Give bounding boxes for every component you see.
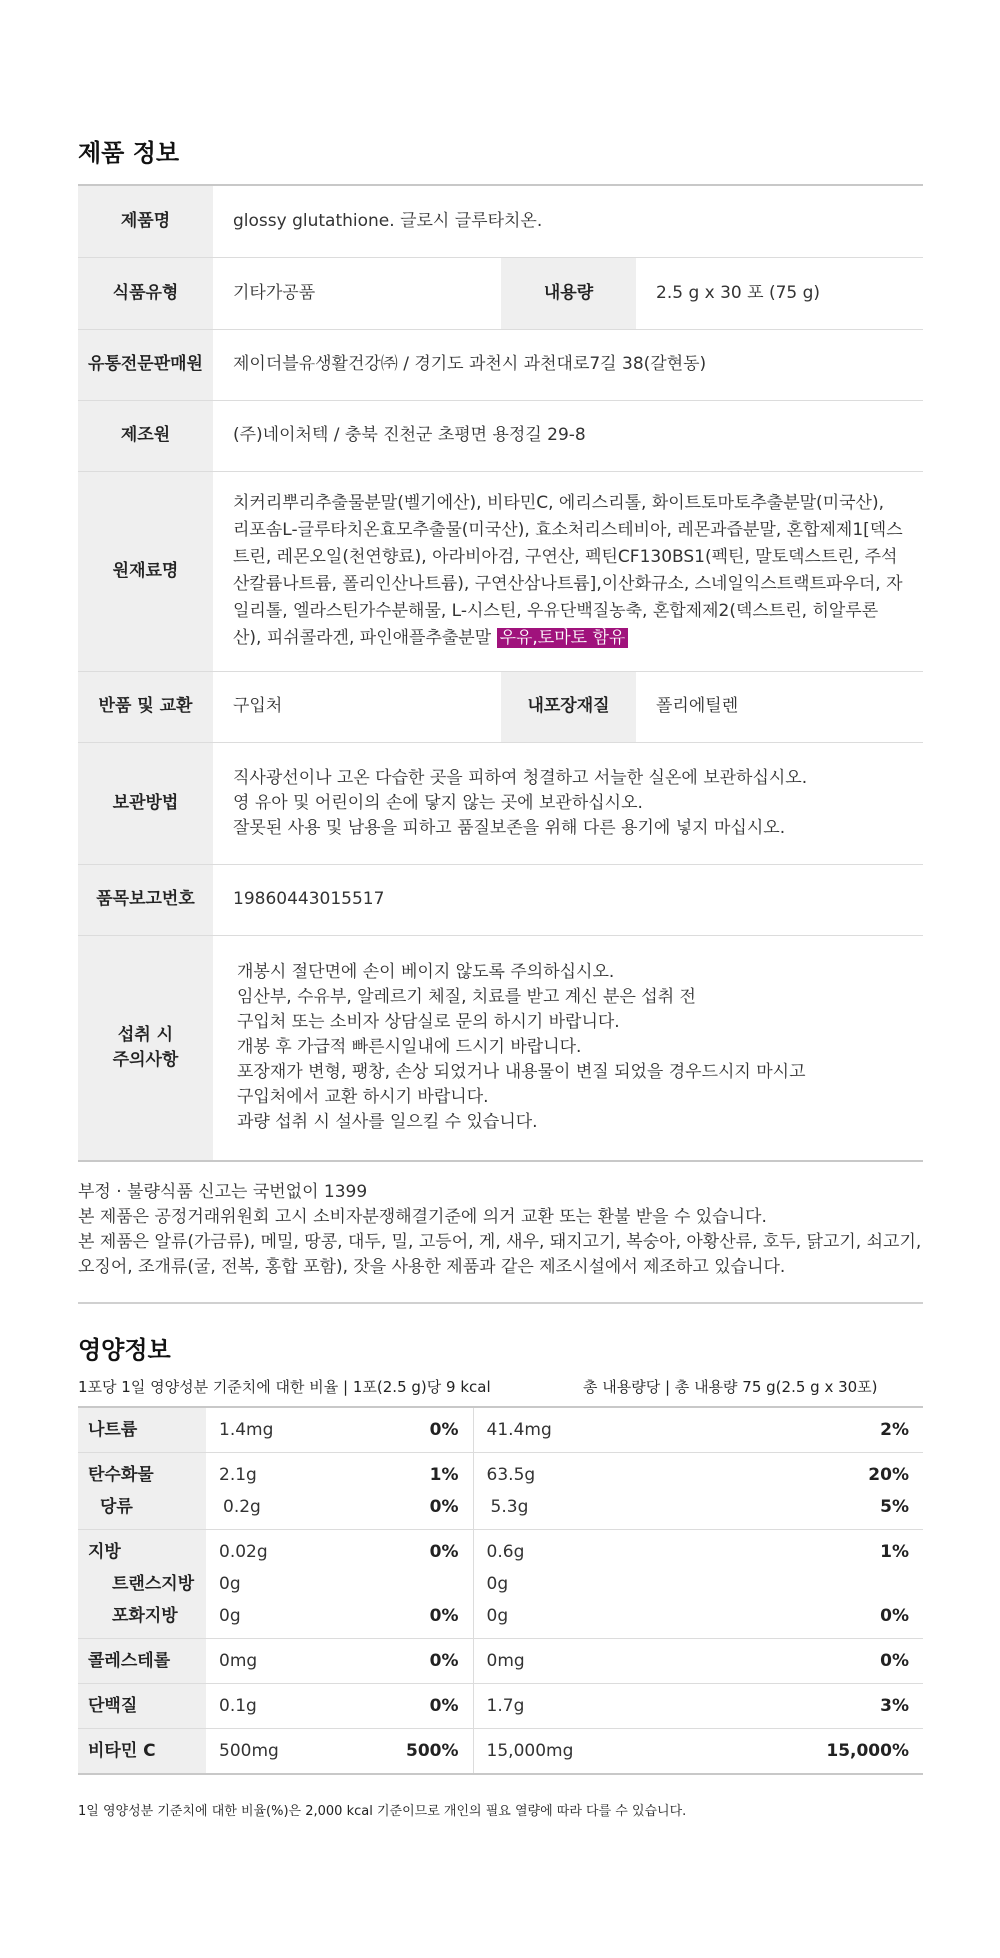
caution-line: 과량 섭취 시 설사를 일으킬 수 있습니다. [237, 1112, 538, 1133]
nutrient-value-sub: 0g [219, 1606, 241, 1626]
nutrition-total-caption: 총 내용량당 | 총 내용량 75 g(2.5 g x 30포) [583, 1378, 878, 1396]
nutrient-total-percent-sub [733, 1568, 909, 1600]
ingredients-text: 치커리뿌리추출물분말(벨기에산), 비타민C, 에리스리톨, 화이트토마토추출분말(미국산), 리포솜L-글루타치온효모추출물(미국산), 효소처리스테비아, 레몬과즙분말, 혼합제제1[덱스트린, 레몬오일(천연향료), 아라비아검, 구연산, 펙틴CF130BS1(펙틴, 말토덱스트린, 주석산칼륨나트륨, 폴리인산나트륨), 구연산삼나트륨],이산화규소, 스네일익스트랙트파우더, 자일리톨, 엘라스틴가수분해물, L-시스틴, 우유단백질농축, 혼합제제2(덱스트린, 히알루론산), 피쉬콜라겐, 파인애플추출분말 [233, 493, 903, 648]
nutrient-label-sub: 트랜스지방 [112, 1574, 195, 1594]
row-report-number [78, 864, 923, 935]
nutrient-label: 콜레스테롤 [78, 1639, 206, 1684]
nutrient-total-value [473, 1530, 733, 1639]
nutrient-label: 단백질 [78, 1684, 206, 1729]
nutrient-percent [406, 1453, 473, 1530]
nutrient-value: 0.1g [206, 1684, 406, 1729]
caution-line: 포장재가 변형, 팽창, 손상 되었거나 내용물이 변질 되었을 경우드시지 마시고 [237, 1062, 806, 1083]
row-caution [78, 935, 923, 1161]
divider [78, 1302, 923, 1304]
label-manufacturer: 제조원 [78, 400, 213, 471]
nutrient-value-main: 0.02g [219, 1542, 268, 1562]
value-food-type: 기타가공품 [213, 257, 501, 329]
nutrient-total-percent [733, 1453, 923, 1530]
notice-line: 본 제품은 알류(가금류), 메밀, 땅콩, 대두, 밀, 고등어, 게, 새우, 돼지고기, 복숭아, 아황산류, 호두, 닭고기, 쇠고기, [78, 1232, 922, 1252]
label-caution-line: 주의사항 [112, 1049, 179, 1070]
nutrient-total-value-sub: 0g [486, 1606, 509, 1626]
nutrient-percent-main: 1% [429, 1465, 459, 1485]
product-info-table [78, 184, 923, 1162]
label-report-number: 품목보고번호 [78, 864, 213, 935]
nutrient-label [78, 1530, 206, 1639]
nutrient-label [78, 1453, 206, 1530]
caution-line: 개봉 후 가급적 빠른시일내에 드시기 바랍니다. [237, 1037, 582, 1058]
nutrition-row-cholesterol [78, 1639, 923, 1684]
nutrient-label-sub: 당류 [100, 1497, 133, 1517]
nutrient-percent: 0% [406, 1639, 473, 1684]
label-ingredients: 원재료명 [78, 471, 213, 671]
value-content-amount: 2.5 g x 30 포 (75 g) [636, 257, 923, 329]
nutrition-row-vitamin-c [78, 1729, 923, 1775]
row-product-name [78, 185, 923, 257]
nutrient-total-percent: 15,000% [733, 1729, 923, 1775]
nutrient-label: 나트륨 [78, 1407, 206, 1453]
notice-text [78, 1180, 923, 1280]
nutrition-row-carbohydrate [78, 1453, 923, 1530]
label-storage: 보관방법 [78, 742, 213, 864]
nutrient-total-percent: 0% [733, 1639, 923, 1684]
storage-line: 영 유아 및 어린이의 손에 닿지 않는 곳에 보관하십시오. [233, 792, 643, 813]
nutrition-footnote: 1일 영양성분 기준치에 대한 비율(%)은 2,000 kcal 기준이므로 개인의 필요 열량에 따라 다를 수 있습니다. [78, 1804, 687, 1819]
caution-line: 구입처 또는 소비자 상담실로 문의 하시기 바랍니다. [237, 1012, 620, 1033]
storage-line: 직사광선이나 고온 다습한 곳을 피하여 청결하고 서늘한 실온에 보관하십시오. [233, 767, 808, 788]
storage-line: 잘못된 사용 및 남용을 피하고 품질보존을 위해 다른 용기에 넣지 마십시오. [233, 817, 786, 838]
nutrition-per-serving-caption: 1포당 1일 영양성분 기준치에 대한 비율 | 1포(2.5 g)당 9 kcal [78, 1378, 491, 1396]
nutrient-total-percent-main: 20% [868, 1465, 909, 1485]
value-return: 구입처 [213, 671, 501, 742]
row-storage [78, 742, 923, 864]
nutrient-total-value-main: 0.6g [486, 1542, 525, 1562]
nutrient-value-sub: 0g [219, 1574, 241, 1594]
row-manufacturer [78, 400, 923, 471]
row-seller [78, 329, 923, 400]
nutrient-percent-main: 0% [429, 1542, 459, 1562]
nutrient-total-value: 15,000mg [473, 1729, 733, 1775]
caution-line: 개봉시 절단면에 손이 베이지 않도록 주의하십시오. [237, 962, 615, 983]
nutrient-total-percent [733, 1530, 923, 1639]
nutrient-percent [406, 1530, 473, 1639]
product-info-title: 제품 정보 [78, 139, 180, 167]
value-caution [213, 935, 923, 1161]
nutrient-percent-sub: 0% [429, 1606, 459, 1626]
notice-line: 오징어, 조개류(굴, 전복, 홍합 포함), 잣을 사용한 제품과 같은 제조시설에서 제조하고 있습니다. [78, 1257, 786, 1277]
nutrient-percent: 0% [406, 1407, 473, 1453]
value-packaging: 폴리에틸렌 [636, 671, 923, 742]
value-storage [213, 742, 923, 864]
nutrition-row-protein [78, 1684, 923, 1729]
nutrient-value: 0mg [206, 1639, 406, 1684]
nutrient-value [206, 1453, 406, 1530]
nutrition-table [78, 1406, 923, 1775]
label-caution-line: 섭취 시 [117, 1024, 174, 1045]
nutrient-label-sub: 포화지방 [112, 1606, 178, 1626]
value-report-number: 19860443015517 [213, 864, 923, 935]
row-return [78, 671, 923, 742]
nutrition-row-sodium [78, 1407, 923, 1453]
value-seller: 제이더블유생활건강㈜ / 경기도 과천시 과천대로7길 38(갈현동) [213, 329, 923, 400]
row-ingredients [78, 471, 923, 671]
label-caution [78, 935, 213, 1161]
nutrient-label-main: 지방 [88, 1542, 121, 1562]
value-product-name: glossy glutathione. 글로시 글루타치온. [213, 185, 923, 257]
nutrient-percent-sub [406, 1568, 459, 1600]
nutrient-total-value [473, 1453, 733, 1530]
notice-line: 부정 · 불량식품 신고는 국번없이 1399 [78, 1182, 368, 1202]
nutrient-total-value: 0mg [473, 1639, 733, 1684]
nutrition-row-fat [78, 1530, 923, 1639]
nutrient-value [206, 1530, 406, 1639]
nutrient-total-value-sub: 0g [486, 1574, 509, 1594]
nutrient-value-main: 2.1g [219, 1465, 257, 1485]
value-ingredients [213, 471, 923, 671]
nutrient-percent-sub: 0% [429, 1497, 459, 1517]
label-return: 반품 및 교환 [78, 671, 213, 742]
label-product-name: 제품명 [78, 185, 213, 257]
nutrient-percent: 0% [406, 1684, 473, 1729]
label-seller: 유통전문판매원 [78, 329, 213, 400]
nutrition-title: 영양정보 [78, 1336, 171, 1364]
nutrient-total-value-main: 63.5g [486, 1465, 536, 1485]
nutrient-total-percent: 3% [733, 1684, 923, 1729]
nutrient-label-main: 탄수화물 [88, 1465, 154, 1485]
caution-line: 구입처에서 교환 하시기 바랍니다. [237, 1087, 489, 1108]
nutrient-total-percent-sub: 0% [880, 1606, 909, 1626]
notice-line: 본 제품은 공정거래위원회 고시 소비자분쟁해결기준에 의거 교환 또는 환불 받을 수 있습니다. [78, 1207, 767, 1227]
label-food-type: 식품유형 [78, 257, 213, 329]
allergen-badge: 우유,토마토 함유 [497, 628, 629, 648]
nutrient-total-value: 41.4mg [473, 1407, 733, 1453]
nutrient-total-percent: 2% [733, 1407, 923, 1453]
nutrient-total-percent-sub: 5% [880, 1497, 909, 1517]
label-packaging: 내포장재질 [501, 671, 636, 742]
nutrient-label: 비타민 C [78, 1729, 206, 1775]
nutrient-value: 500mg [206, 1729, 406, 1775]
label-content-amount: 내용량 [501, 257, 636, 329]
value-manufacturer: (주)네이처텍 / 충북 진천군 초평면 용정길 29-8 [213, 400, 923, 471]
nutrient-percent: 500% [406, 1729, 473, 1775]
caution-line: 임산부, 수유부, 알레르기 체질, 치료를 받고 계신 분은 섭취 전 [237, 987, 696, 1008]
nutrient-value: 1.4mg [206, 1407, 406, 1453]
row-food-type [78, 257, 923, 329]
nutrient-total-value-sub: 5.3g [490, 1497, 529, 1517]
nutrient-total-value: 1.7g [473, 1684, 733, 1729]
nutrient-value-sub: 0.2g [223, 1497, 261, 1517]
nutrient-total-percent-main: 1% [880, 1542, 909, 1562]
